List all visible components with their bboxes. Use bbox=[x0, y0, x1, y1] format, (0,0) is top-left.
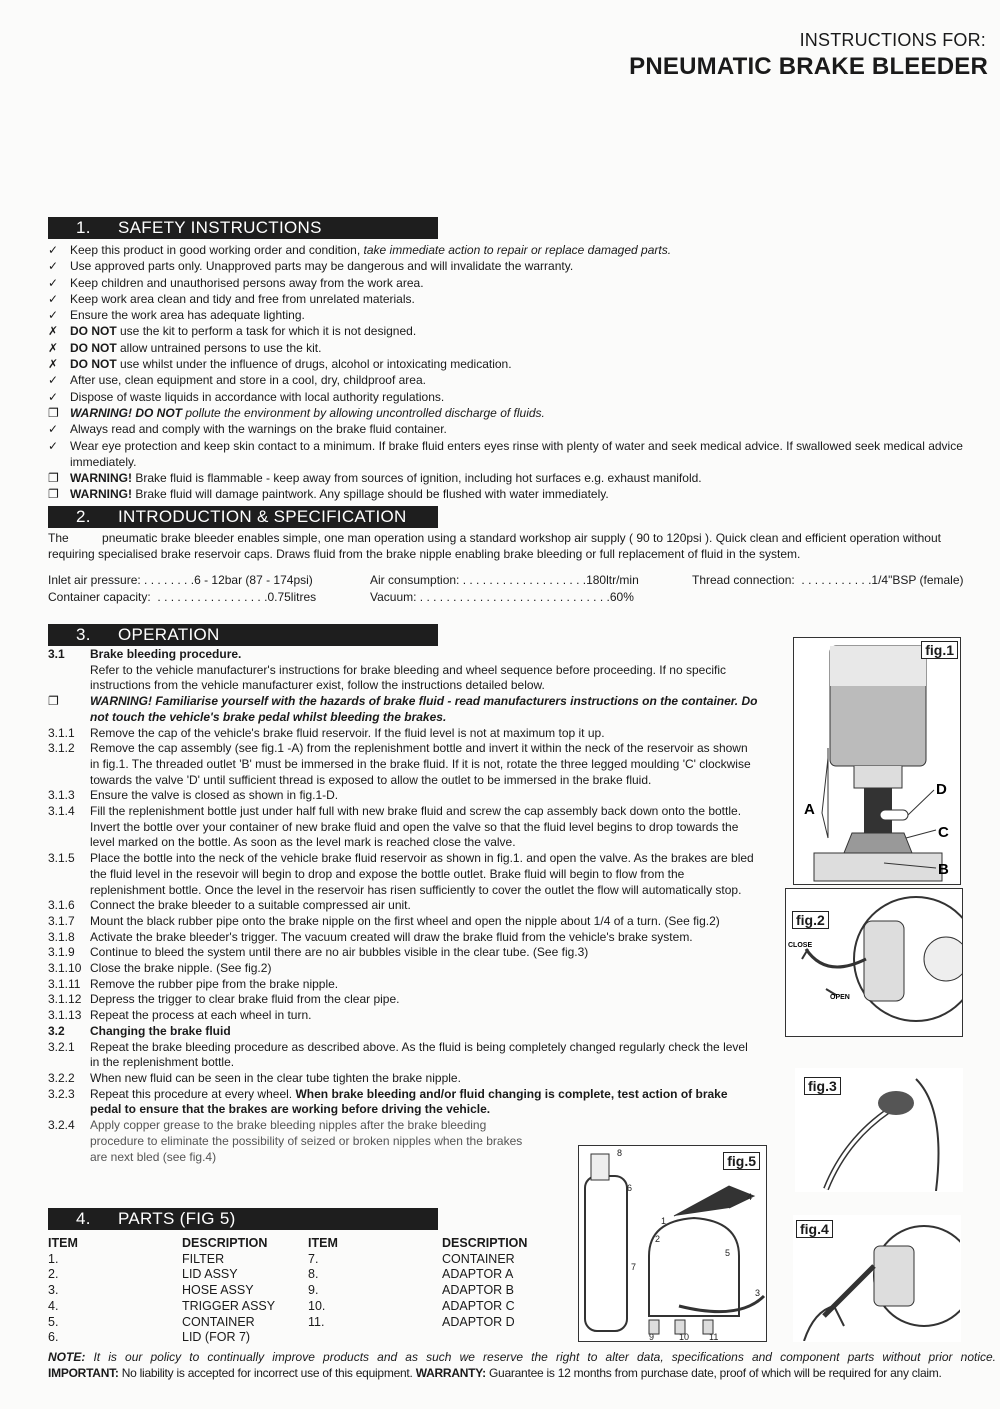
text-segment: allow untrained persons to use the kit. bbox=[116, 340, 322, 355]
text-segment: Connect the brake bleeder to a suitable compressed air unit. bbox=[90, 898, 411, 913]
bullet-icon: ✓ bbox=[48, 373, 59, 388]
bullet-icon: ✓ bbox=[48, 422, 59, 437]
item-text bbox=[90, 1040, 758, 1071]
section-title: INTRODUCTION & SPECIFICATION bbox=[118, 507, 407, 526]
step-number: 3.2.3 bbox=[48, 1086, 75, 1101]
list-item bbox=[48, 1087, 758, 1118]
spec-item bbox=[370, 573, 639, 587]
step-number: 3.2 bbox=[48, 1023, 65, 1038]
text-segment: Remove the cap assembly (see fig.1 -A) from the replenishment bottle and invert it within the neck of the reservoir as shown in fig.1. The threaded outlet 'B' must be immersed in the brake fluid. If it is not, rotate the three legged moulding 'C' clockwise towards the valve 'D' until sufficient thread is exposed to allow the outlet to be immersed in the brake fluid. bbox=[90, 741, 751, 787]
text-segment: Fill the replenishment bottle just under half full with new brake fluid and screw the cap assembly back down onto the bottle. Invert the bottle over your container of new brake fluid and open the valve so that the fluid level begins to drop towards the level marked on the bottle. As soon as the level mark is reached close the valve. bbox=[90, 804, 742, 850]
bullet-icon: ❐ bbox=[48, 487, 59, 502]
item-text bbox=[70, 389, 978, 405]
part-description: ADAPTOR A bbox=[442, 1267, 514, 1282]
list-item bbox=[48, 438, 978, 471]
text-segment: Remove the cap of the vehicle's brake fluid reservoir. If the fluid level is not at maximum top it up. bbox=[90, 725, 605, 740]
text-segment: Brake fluid is flammable - keep away from sources of ignition, including hot surfaces e.g. exhaust manifold. bbox=[132, 471, 702, 486]
list-item bbox=[48, 788, 758, 804]
item-text bbox=[90, 647, 758, 663]
spec-value: 1/4"BSP (female) bbox=[871, 573, 964, 587]
part-description: CONTAINER bbox=[442, 1251, 515, 1266]
part-description: ADAPTOR D bbox=[442, 1314, 515, 1329]
bullet-icon: ✗ bbox=[48, 324, 59, 339]
list-item bbox=[48, 647, 758, 663]
item-text bbox=[70, 307, 978, 323]
callout-a: A bbox=[804, 801, 815, 818]
part-item-number: 5. bbox=[48, 1314, 59, 1329]
text-segment: WARNING! bbox=[70, 487, 132, 502]
list-item bbox=[48, 914, 758, 930]
header-subtitle: INSTRUCTIONS FOR: bbox=[799, 30, 986, 50]
list-item bbox=[48, 372, 978, 388]
column-header: DESCRIPTION bbox=[442, 1236, 528, 1250]
text-segment: Remove the rubber pipe from the brake nipple. bbox=[90, 976, 339, 991]
fig1-label: fig.1 bbox=[921, 641, 958, 659]
part-description: LID (FOR 7) bbox=[182, 1330, 251, 1345]
part-description: ADAPTOR B bbox=[442, 1283, 515, 1298]
item-text bbox=[70, 340, 978, 356]
note-text: It is our policy to continually improve products and as such we reserve the right to alter data, specifications and component parts without prior notice. bbox=[85, 1350, 996, 1364]
spec-label: Thread connection: bbox=[692, 573, 795, 587]
callout-b: B bbox=[938, 861, 949, 878]
list-item bbox=[48, 663, 758, 694]
close-label: CLOSE bbox=[788, 942, 813, 949]
part-description: ADAPTOR C bbox=[442, 1298, 515, 1313]
step-number: 3.1.11 bbox=[48, 976, 81, 991]
list-item bbox=[48, 741, 758, 788]
spec-label: Air consumption: bbox=[370, 573, 460, 587]
text-segment: WARNING! Familiarise yourself with the hazards of brake fluid - read manufacturers instructions on the container. Do not touch the vehicle's brake pedal whilst bleeding the brakes. bbox=[90, 694, 758, 724]
section-title: SAFETY INSTRUCTIONS bbox=[118, 218, 322, 237]
item-text bbox=[70, 275, 978, 291]
open-label: OPEN bbox=[830, 994, 850, 1001]
text-segment: Brake bleeding procedure. bbox=[90, 647, 242, 661]
item-text bbox=[90, 726, 758, 742]
list-item bbox=[48, 961, 758, 977]
list-item bbox=[48, 405, 978, 421]
spec-item bbox=[48, 573, 313, 587]
section-number: 4. bbox=[76, 1209, 91, 1228]
item-text bbox=[70, 258, 978, 274]
item-text bbox=[70, 405, 978, 421]
text-segment: Close the brake nipple. (See fig.2) bbox=[90, 961, 272, 976]
item-text bbox=[90, 977, 758, 993]
operation-steps-list bbox=[48, 647, 758, 1165]
section-heading-operation bbox=[48, 624, 438, 646]
part-number-1: 1 bbox=[661, 1216, 667, 1226]
list-item bbox=[48, 945, 758, 961]
part-number-10: 10 bbox=[679, 1332, 690, 1341]
item-text bbox=[90, 914, 758, 930]
section-number: 3. bbox=[76, 625, 91, 644]
part-number-5: 5 bbox=[725, 1248, 731, 1258]
fig5-parts-illustration bbox=[579, 1146, 766, 1341]
text-segment: Activate the brake bleeder's trigger. The vacuum created will draw the brake fluid from the vehicle's brake system. bbox=[90, 929, 693, 944]
part-number-7: 7 bbox=[631, 1262, 637, 1272]
list-item bbox=[48, 291, 978, 307]
list-item bbox=[48, 804, 758, 851]
item-text bbox=[90, 851, 758, 898]
list-item bbox=[48, 340, 978, 356]
item-text bbox=[90, 961, 758, 977]
spec-value: 0.75litres bbox=[267, 590, 317, 604]
item-text bbox=[70, 421, 978, 437]
figure-3 bbox=[795, 1068, 963, 1192]
part-description: LID ASSY bbox=[182, 1267, 238, 1282]
figure-4 bbox=[793, 1215, 961, 1342]
part-item-number: 1. bbox=[48, 1251, 59, 1266]
spec-dots: . . . . . . . . . . . . . . . . . . . . . . . . . . . . . bbox=[416, 590, 610, 604]
text-segment: Ensure the work area has adequate lighting. bbox=[70, 308, 305, 323]
important-text: No liability is accepted for incorrect use of this equipment. bbox=[118, 1366, 416, 1380]
section-number: 2. bbox=[76, 507, 91, 526]
list-item bbox=[48, 389, 978, 405]
list-item bbox=[48, 242, 978, 258]
text-segment: DO NOT bbox=[70, 324, 117, 339]
bullet-icon: ✓ bbox=[48, 259, 59, 274]
bullet-icon: ✓ bbox=[48, 275, 59, 290]
part-number-9: 9 bbox=[649, 1332, 655, 1341]
step-number: 3.1.4 bbox=[48, 804, 75, 819]
step-number: 3.1.2 bbox=[48, 741, 75, 756]
text-segment: take immediate action to repair or replace damaged parts. bbox=[363, 243, 672, 257]
text-segment: Place the bottle into the neck of the vehicle brake fluid reservoir as shown in fig.1. and open the valve. As the brakes are bled the fluid level in the resevoir will begin to drop and expose the bottle outlet. Brake fluid will begin to flow from the replenishment bottle. Once the level in the reservoir has risen sufficiently to cover the outlet the flow will automatically stop. bbox=[90, 851, 754, 897]
part-number-2: 2 bbox=[655, 1234, 661, 1244]
text-segment: use whilst under the influence of drugs, alcohol or intoxicating medication. bbox=[116, 357, 512, 372]
item-text bbox=[70, 486, 978, 502]
part-description: TRIGGER ASSY bbox=[182, 1298, 276, 1313]
text-segment: Brake fluid will damage paintwork. Any spillage should be flushed with water immediately. bbox=[132, 487, 609, 502]
warranty-text: Guarantee is 12 months from purchase date, proof of which will be required for any claim. bbox=[485, 1366, 942, 1380]
item-text bbox=[90, 1071, 758, 1087]
note-label: NOTE: bbox=[48, 1350, 86, 1364]
list-item bbox=[48, 323, 978, 339]
item-text bbox=[90, 1087, 758, 1118]
bullet-icon: ✓ bbox=[48, 243, 59, 257]
part-number-4: 4 bbox=[747, 1192, 753, 1202]
list-item bbox=[48, 258, 978, 274]
text-segment: Repeat the process at each wheel in turn. bbox=[90, 1008, 312, 1023]
bullet-icon: ✓ bbox=[48, 308, 59, 323]
spec-dots: . . . . . . . . . . . bbox=[794, 573, 872, 587]
text-segment: Keep this product in good working order and condition, bbox=[70, 243, 364, 257]
text-segment: Repeat the brake bleeding procedure as described above. As the fluid is being completely changed regularly check the level in the replenishment bottle. bbox=[90, 1039, 748, 1070]
safety-instructions-list bbox=[48, 242, 978, 503]
text-segment: Wear eye protection and keep skin contact to a minimum. If brake fluid enters eyes rinse with plenty of water and seek medical advice. If swallowed seek medical advice immediately. bbox=[70, 438, 963, 469]
text-segment: WARNING! bbox=[70, 471, 132, 486]
step-number: 3.1 bbox=[48, 647, 65, 661]
step-number: 3.1.13 bbox=[48, 1008, 82, 1023]
text-segment: Keep children and unauthorised persons away from the work area. bbox=[70, 275, 424, 290]
part-item-number: 3. bbox=[48, 1283, 59, 1298]
part-item-number: 2. bbox=[48, 1267, 59, 1282]
part-item-number: 10. bbox=[308, 1298, 326, 1313]
figure-1 bbox=[793, 637, 961, 885]
part-item-number: 8. bbox=[308, 1267, 319, 1282]
part-item-number: 9. bbox=[308, 1283, 319, 1298]
part-number-11: 11 bbox=[709, 1332, 719, 1341]
text-segment: Ensure the valve is closed as shown in fig.1-D. bbox=[90, 788, 339, 803]
bullet-icon: ❐ bbox=[48, 471, 59, 486]
text-segment: DO NOT bbox=[70, 357, 117, 372]
item-text bbox=[70, 291, 978, 307]
bullet-icon: ✗ bbox=[48, 340, 59, 355]
item-text bbox=[90, 663, 758, 694]
spec-value: 180ltr/min bbox=[586, 573, 639, 587]
step-number: 3.1.3 bbox=[48, 788, 75, 803]
item-text bbox=[70, 356, 978, 372]
bullet-icon: ❐ bbox=[48, 405, 59, 420]
list-item bbox=[48, 1040, 758, 1071]
item-text bbox=[70, 242, 978, 258]
text-segment: Mount the black rubber pipe onto the brake nipple on the first wheel and open the nipple about 1/4 of a turn. (See fig.2) bbox=[90, 913, 720, 928]
fig4-label: fig.4 bbox=[796, 1220, 833, 1238]
spec-item bbox=[692, 573, 964, 587]
list-item bbox=[48, 486, 978, 502]
list-item bbox=[48, 1071, 758, 1087]
figure-2 bbox=[785, 888, 963, 1037]
item-text bbox=[70, 372, 978, 388]
list-item bbox=[48, 898, 758, 914]
step-number: 3.1.7 bbox=[48, 913, 75, 928]
part-item-number: 7. bbox=[308, 1251, 319, 1266]
part-number-8: 8 bbox=[617, 1148, 623, 1158]
item-text bbox=[90, 1118, 530, 1165]
text-segment: When brake bleeding and/or fluid changing is complete, test action of brake pedal to ensure that the brakes are working before driving the vehicle. bbox=[90, 1086, 728, 1117]
fig3-label: fig.3 bbox=[804, 1077, 841, 1095]
section-heading-intro bbox=[48, 506, 438, 528]
text-segment: Repeat this procedure at every wheel. bbox=[90, 1086, 296, 1101]
section-heading-parts bbox=[48, 1208, 438, 1230]
list-item bbox=[48, 470, 978, 486]
part-description: FILTER bbox=[182, 1251, 225, 1266]
item-text bbox=[70, 323, 978, 339]
spec-dots: . . . . . . . . . . . . . . . . . . . bbox=[459, 573, 587, 587]
note-line bbox=[48, 1349, 996, 1365]
column-header: DESCRIPTION bbox=[182, 1236, 268, 1250]
spec-dots: . . . . . . . . bbox=[140, 573, 195, 587]
item-text bbox=[90, 804, 758, 851]
parts-column bbox=[442, 1236, 527, 1330]
spec-value: 6 - 12bar (87 - 174psi) bbox=[194, 573, 313, 587]
step-number: 3.1.5 bbox=[48, 851, 75, 866]
spec-item bbox=[370, 590, 634, 604]
text-segment: Depress the trigger to clear brake fluid from the clear pipe. bbox=[90, 992, 400, 1007]
section-title: PARTS (FIG 5) bbox=[118, 1209, 236, 1228]
bullet-icon: ✗ bbox=[48, 357, 59, 372]
item-text bbox=[90, 930, 758, 946]
list-item bbox=[48, 851, 758, 898]
list-item bbox=[48, 1008, 758, 1024]
fig1-bottle-illustration bbox=[794, 638, 960, 884]
text-segment: use the kit to perform a task for which it is not designed. bbox=[116, 324, 417, 339]
item-text bbox=[90, 788, 758, 804]
list-item bbox=[48, 930, 758, 946]
spec-value: 60% bbox=[609, 590, 634, 604]
list-item bbox=[48, 356, 978, 372]
step-number: 3.2.1 bbox=[48, 1039, 75, 1054]
fig2-label: fig.2 bbox=[792, 911, 829, 929]
spec-label: Container capacity: bbox=[48, 590, 151, 604]
item-text bbox=[90, 741, 758, 788]
list-item bbox=[48, 421, 978, 437]
text-segment: After use, clean equipment and store in a cool, dry, childproof area. bbox=[70, 373, 426, 388]
bullet-icon: ✓ bbox=[48, 389, 59, 404]
list-item bbox=[48, 307, 978, 323]
parts-column bbox=[48, 1236, 78, 1346]
text-segment: Always read and comply with the warnings on the brake fluid container. bbox=[70, 422, 447, 437]
spec-dots: . . . . . . . . . . . . . . . . . bbox=[150, 590, 268, 604]
fig5-label: fig.5 bbox=[723, 1152, 760, 1170]
text-segment: Keep work area clean and tidy and free from unrelated materials. bbox=[70, 291, 415, 306]
part-number-3: 3 bbox=[755, 1288, 761, 1298]
step-number: 3.1.6 bbox=[48, 898, 75, 913]
step-number: 3.1.8 bbox=[48, 929, 75, 944]
page-title: PNEUMATIC BRAKE BLEEDER bbox=[629, 53, 988, 80]
list-item bbox=[48, 275, 978, 291]
important-line bbox=[48, 1365, 996, 1381]
parts-column bbox=[308, 1236, 338, 1330]
item-text bbox=[90, 945, 758, 961]
text-segment: When new fluid can be seen in the clear tube tighten the brake nipple. bbox=[90, 1070, 461, 1085]
list-item bbox=[48, 992, 758, 1008]
step-number: 3.2.2 bbox=[48, 1070, 75, 1085]
callout-c: C bbox=[938, 824, 949, 841]
text-segment: DO NOT bbox=[70, 340, 117, 355]
part-item-number: 6. bbox=[48, 1330, 59, 1345]
step-number: 3.1.10 bbox=[48, 961, 82, 976]
list-item bbox=[48, 694, 758, 725]
text-segment: Use approved parts only. Unapproved parts may be dangerous and will invalidate the warranty. bbox=[70, 259, 574, 274]
intro-paragraph: The pneumatic brake bleeder enables simple, one man operation using a standard workshop air supply ( 90 to 120psi ). Quick clean and efficient operation without requiring specialised brake reservoir caps. Draws fluid from the brake nipple enabling brake bleeding or full replacement of fluid in the system. bbox=[48, 531, 945, 561]
text-segment: WARNING! DO NOT bbox=[70, 405, 182, 420]
part-description: CONTAINER bbox=[182, 1314, 255, 1329]
item-text bbox=[90, 694, 758, 725]
text-segment: Dispose of waste liquids in accordance with local authority regulations. bbox=[70, 389, 445, 404]
list-item bbox=[48, 726, 758, 742]
step-number bbox=[48, 663, 90, 694]
list-item bbox=[48, 977, 758, 993]
text-segment: Changing the brake fluid bbox=[90, 1023, 231, 1038]
item-text bbox=[90, 1024, 758, 1040]
spec-item bbox=[48, 590, 316, 604]
step-number: 3.2.4 bbox=[48, 1118, 75, 1133]
column-header: ITEM bbox=[48, 1236, 78, 1250]
step-number: ❐ bbox=[48, 694, 59, 709]
spec-label: Vacuum: bbox=[370, 590, 417, 604]
list-item bbox=[48, 1024, 758, 1040]
section-title: OPERATION bbox=[118, 625, 220, 644]
step-number: 3.1.1 bbox=[48, 725, 75, 740]
item-text bbox=[90, 898, 758, 914]
part-item-number: 11. bbox=[308, 1314, 325, 1329]
part-number-6: 6 bbox=[627, 1183, 633, 1193]
spec-label: Inlet air pressure: bbox=[48, 573, 141, 587]
bullet-icon: ✓ bbox=[48, 291, 59, 306]
text-segment: pollute the environment by allowing uncontrolled discharge of fluids. bbox=[182, 405, 545, 420]
bullet-icon: ✓ bbox=[48, 438, 59, 453]
warranty-label: WARRANTY: bbox=[415, 1366, 486, 1380]
section-number: 1. bbox=[76, 218, 91, 237]
text-segment: Refer to the vehicle manufacturer's instructions for brake bleeding and wheel sequence before proceeding. If no specific instructions from the vehicle manufacturer exist, follow the instructions detailed below. bbox=[90, 662, 726, 693]
parts-column bbox=[182, 1236, 275, 1346]
step-number: 3.1.12 bbox=[48, 992, 82, 1007]
step-number: 3.1.9 bbox=[48, 945, 75, 960]
text-segment: Apply copper grease to the brake bleeding nipples after the brake bleeding procedure to eliminate the possibility of seized or broken nipples when the brakes are next bled (see fig.4) bbox=[90, 1118, 523, 1164]
part-item-number: 4. bbox=[48, 1298, 59, 1313]
item-text bbox=[70, 470, 978, 486]
important-label: IMPORTANT: bbox=[48, 1366, 119, 1380]
item-text bbox=[90, 1008, 758, 1024]
item-text bbox=[90, 992, 758, 1008]
text-segment: Continue to bleed the system until there are no air bubbles visible in the clear tube. (See fig.3) bbox=[90, 945, 589, 960]
part-description: HOSE ASSY bbox=[182, 1283, 254, 1298]
figure-5 bbox=[578, 1145, 767, 1342]
section-heading-safety bbox=[48, 217, 438, 239]
item-text bbox=[70, 438, 978, 471]
callout-d: D bbox=[936, 781, 947, 798]
column-header: ITEM bbox=[308, 1236, 338, 1250]
